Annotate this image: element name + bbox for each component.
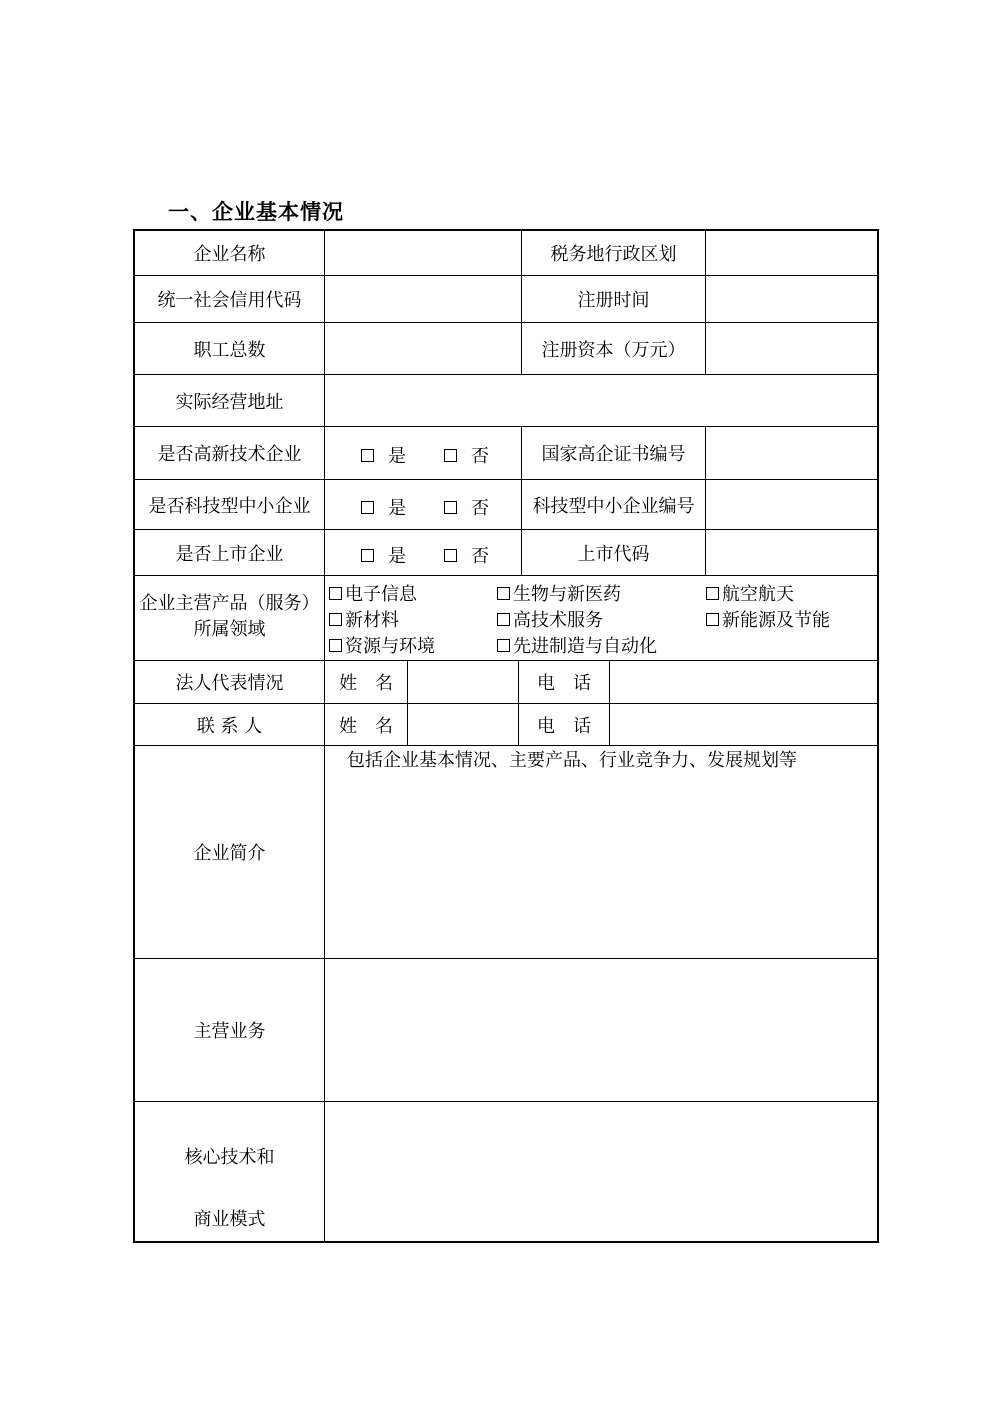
listing-code-label: 上市代码 (577, 543, 650, 565)
domain-option-environment[interactable] (329, 632, 435, 658)
checkbox-icon[interactable] (361, 449, 374, 462)
tax-region-label: 税务地行政区划 (550, 244, 677, 265)
checkbox-icon[interactable] (361, 501, 374, 514)
core-tech-label (135, 1127, 324, 1251)
yes-label: 是 (388, 546, 406, 567)
reg-time-field[interactable] (706, 276, 877, 322)
checkbox-icon[interactable] (444, 549, 457, 562)
domain-option-label: 电子信息 (345, 584, 417, 605)
sme-no-field[interactable] (706, 480, 877, 529)
address-field[interactable] (325, 375, 877, 426)
domain-option-label: 资源与环境 (345, 636, 435, 657)
intro-hint: 包括企业基本情况、主要产品、行业竞争力、发展规划等 (347, 750, 797, 771)
core-tech-label-line2: 商业模式 (193, 1209, 266, 1230)
checkbox-icon[interactable] (361, 549, 374, 562)
credit-code-label: 统一社会信用代码 (157, 290, 302, 311)
listed-label: 是否上市企业 (175, 543, 284, 565)
contact-label: 联 系 人 (196, 715, 263, 737)
domain-option-electronics[interactable] (329, 580, 417, 606)
checkbox-icon[interactable] (497, 587, 510, 600)
business-field[interactable] (325, 959, 877, 1101)
legal-rep-name-field[interactable] (408, 661, 518, 703)
domain-option-aerospace[interactable] (706, 580, 794, 606)
no-label: 否 (471, 446, 489, 467)
domain-option-label: 新材料 (345, 610, 399, 631)
legal-rep-name-label: 姓 名 (339, 673, 393, 694)
business-label: 主营业务 (193, 1021, 266, 1042)
contact-phone-label: 电 话 (537, 715, 591, 737)
reg-capital-label: 注册资本（万元） (541, 339, 686, 361)
domain-option-label: 新能源及节能 (722, 610, 830, 631)
contact-name-field[interactable] (408, 704, 518, 745)
tax-region-field[interactable] (706, 231, 877, 275)
domain-option-label: 航空航天 (722, 584, 794, 605)
enterprise-info-form (133, 229, 879, 1243)
hightech-label: 是否高新技术企业 (157, 444, 302, 465)
sme-choice (361, 494, 489, 520)
domain-option-new-energy[interactable] (706, 606, 830, 632)
checkbox-icon[interactable] (444, 501, 457, 514)
domain-option-hightech-services[interactable] (497, 606, 603, 632)
row-divider (135, 575, 877, 576)
checkbox-icon[interactable] (497, 639, 510, 652)
domain-option-manufacturing[interactable] (497, 632, 657, 658)
sme-no-option[interactable] (444, 494, 489, 520)
domain-label (135, 591, 324, 643)
hightech-cert-label: 国家高企证书编号 (541, 444, 686, 465)
no-label: 否 (471, 498, 489, 519)
section-title: 一、企业基本情况 (168, 200, 344, 224)
core-tech-field[interactable] (325, 1102, 877, 1241)
no-label: 否 (471, 546, 489, 567)
sme-label: 是否科技型中小企业 (148, 495, 311, 517)
checkbox-icon[interactable] (497, 613, 510, 626)
hightech-yes-option[interactable] (361, 442, 406, 468)
listed-yes-option[interactable] (361, 542, 406, 568)
domain-option-materials[interactable] (329, 606, 399, 632)
hightech-choice (361, 442, 489, 468)
domain-option-biomedicine[interactable] (497, 580, 621, 606)
company-name-label: 企业名称 (193, 244, 266, 265)
intro-field[interactable] (325, 776, 877, 958)
listed-choice (361, 542, 489, 568)
domain-option-label: 高技术服务 (513, 610, 603, 631)
domain-label-line2: 所属领域 (193, 619, 266, 640)
sme-no-label: 科技型中小企业编号 (532, 495, 695, 517)
intro-label: 企业简介 (193, 843, 266, 864)
contact-name-label: 姓 名 (339, 715, 393, 737)
hightech-no-option[interactable] (444, 442, 489, 468)
checkbox-icon[interactable] (706, 613, 719, 626)
employees-field[interactable] (325, 323, 521, 374)
yes-label: 是 (388, 446, 406, 467)
yes-label: 是 (388, 498, 406, 519)
checkbox-icon[interactable] (444, 449, 457, 462)
listed-no-option[interactable] (444, 542, 489, 568)
domain-option-label: 生物与新医药 (513, 584, 621, 605)
listing-code-field[interactable] (706, 530, 877, 575)
legal-rep-phone-field[interactable] (610, 661, 877, 703)
reg-time-label: 注册时间 (577, 290, 650, 311)
checkbox-icon[interactable] (329, 613, 342, 626)
checkbox-icon[interactable] (329, 639, 342, 652)
core-tech-label-line1: 核心技术和 (184, 1147, 275, 1168)
reg-capital-field[interactable] (706, 323, 877, 374)
checkbox-icon[interactable] (329, 587, 342, 600)
domain-label-line1: 企业主营产品（服务） (139, 593, 320, 614)
contact-phone-field[interactable] (610, 704, 877, 745)
checkbox-icon[interactable] (706, 587, 719, 600)
legal-rep-label: 法人代表情况 (175, 673, 284, 694)
sme-yes-option[interactable] (361, 494, 406, 520)
address-label: 实际经营地址 (175, 391, 284, 413)
employees-label: 职工总数 (193, 339, 266, 361)
domain-option-label: 先进制造与自动化 (513, 636, 657, 657)
company-name-field[interactable] (325, 231, 521, 275)
hightech-cert-field[interactable] (706, 427, 877, 479)
credit-code-field[interactable] (325, 276, 521, 322)
legal-rep-phone-label: 电 话 (537, 673, 591, 694)
